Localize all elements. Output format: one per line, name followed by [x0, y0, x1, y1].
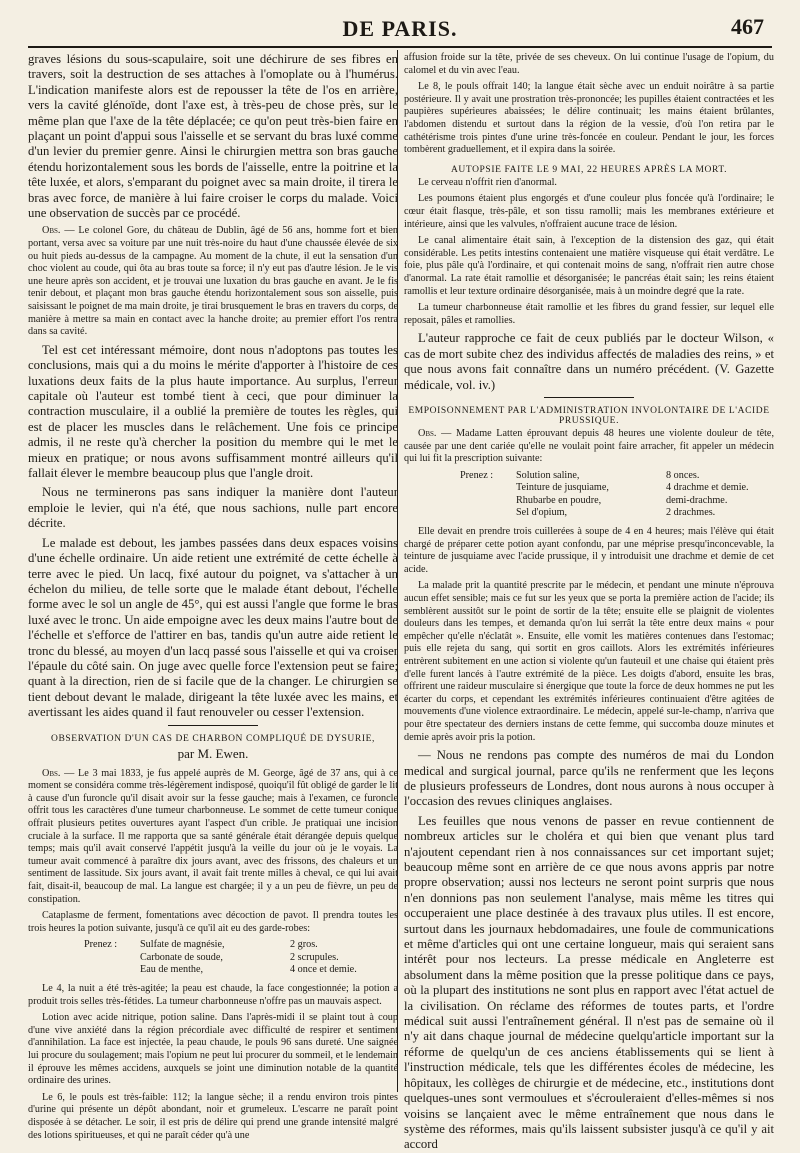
rx-line: [84, 964, 398, 977]
paragraph-day6: Le 6, le pouls est très-faible: 112; la langue sèche; il a rendu environ trois pintes d'urine qui présente un dépôt abondant, noir et grumeleux. L'escarre ne paraît point disposée à se détacher. Le soir, il est pris de délire qui prend une grande intensité malgré des lotions spiritueuses, et qui ne paraît céder qu'à une: [28, 1091, 398, 1141]
rx-drug: Carbonate de soude,: [140, 951, 223, 963]
paragraph-day8: Le 8, le pouls offrait 140; la langue était sèche avec un enduit noirâtre à sa partie postérieure. Il y avait une prostration très-prononcée; les pupilles étaient contractées et les paupières supérieures abaissées; le délire continuait; les mains étaient brûlantes, l'abdomen distendu et surtout dans la région de la vessie, d'où l'on retira par le cathétérisme trois pintes d'une urine très-foncée en couleur. Pendant le jour, les forces tombèrent graduellement, et il expira dans la soirée.: [404, 81, 774, 156]
section-heading-autopsy: AUTOPSIE FAITE LE 9 MAI, 22 HEURES APRÈS LA MORT.: [450, 164, 728, 175]
obs-label: Obs.: [418, 427, 437, 439]
left-column: [28, 52, 398, 1141]
observation-gore: [28, 225, 398, 338]
rx-line: [84, 939, 398, 952]
paragraph-lever: Nous ne terminerons pas sans indiquer la manière dont l'auteur emploie le levier, qui n'a été, que nous sachions, nulle part encore décrite.: [28, 485, 398, 531]
rx-qty: demi-drachme.: [666, 494, 728, 506]
rx-drug: Rhubarbe en poudre,: [516, 494, 602, 506]
paragraph-latten-symptoms: La malade prit la quantité prescrite par le médecin, et pendant une minute n'éprouva aucun effet sensible; mais ce fut sur les yeux que se porta la première action de l'acide; ils semblèrent aussitôt sur le point de sortir de la tête; ensuite elle se plaignit de violentes douleurs dans les tempes, et demanda qu'on lui serrât la tête entre deux mains « pour empêcher qu'elle n'éclatât ». Ensuite, elle vomit les matières contenues dans l'estomac; puis elle rejeta du sang, qui sortit en gros caillots. Alors les extrémités inférieures entrèrent subitement en une action si violente qu'un fauteuil et une chaise qui étaient près d'elle furent lancés à l'autre extrémité de la pièce. Les doigts d'abord, ensuite les bras, offrirent une raideur musculaire si énergique que toute la force de deux hommes ne put les écarter du corps, et cependant les extrémités inférieures continuaient d'être agitées de mouvements d'une violence extraordinaire. Le médecin, appelé sur-le-champ, n'arriva que pour être spectateur des derniers instans de cette femme, qui succomba douze minutes et demie après avoir pris la potion.: [404, 580, 774, 743]
page-header: [0, 0, 800, 50]
header-rule: [28, 46, 772, 48]
observation-george: [28, 768, 398, 907]
section-rule: [544, 397, 634, 398]
prescription-left: [84, 939, 398, 977]
rx-qty: 2 gros.: [290, 939, 318, 951]
obs-text: — Le 3 mai 1833, je fus appelé auprès de M. George, âgé de 37 ans, qui à ce moment se considéra comme très-légèrement indisposé, quoiqu'il fût obligé de garder le lit à cause d'un furoncle qu'il disait avoir sur la fesse gauche; mais à l'examen, ce furoncle offrit tous les caractères d'une tumeur charbonneuse. Le sommet de cette tumeur conique offrait plusieurs petites ouvertures ayant l'aspect d'un crible. Je pratiquai une incision cruciale à la surface. Il me rapporta que sa santé générale était dérangée depuis quelque temps; mais qu'il avait conservé l'appétit jusqu'à la veille du jour où je le voyais. La tumeur avait commencé à paraître dix jours avant, avec des frissons, des chaleurs et un sentiment de lassitude. Six jours avant, il avait fait trente milles à cheval, ce qui lui avait fait, disait-il, beaucoup de mal. La langue est chargée; il y a un peu de fièvre, un peu de constipation.: [28, 767, 398, 905]
right-column: [404, 52, 774, 1152]
paragraph-latten-dose: Elle devait en prendre trois cuillerées à soupe de 4 en 4 heures; mais l'élève qui était chargé de préparer cette potion ayant confondu, par une méprise presqu'inconcevable, la teinture de jusquiame avec l'acide prussique, il y introduisit une drachme et demie de cet acide.: [404, 526, 774, 575]
rx-drug: Sulfate de magnésie,: [140, 939, 225, 951]
rx-qty: 4 once et demie.: [290, 964, 357, 976]
rx-line: [460, 507, 774, 520]
rx-line: [460, 482, 774, 495]
autopsy-tumor: La tumeur charbonneuse était ramollie et les fibres du grand fessier, sur lequel elle reposait, pâles et ramollies.: [404, 302, 774, 326]
rx-qty: 4 drachme et demie.: [666, 482, 749, 494]
rx-head: Prenez :: [84, 939, 118, 951]
paragraph-english-press: Les feuilles que nous venons de passer en revue contiennent de nombreux articles sur le choléra et qui bien que venant plus tard n'ajoutent cependant rien à nos connaissances sur cet important sujet; beaucoup même sont en arrière de ce que nous avons appris par notre propre observation; aussi nos lecteurs ne seront point surpris que nous n'en donnions pas non seulement l'analyse, mais même les titres qui occuperaient une place destinée à des travaux plus utiles. Il est encore, surtout dans les journaux hebdomadaires, une foule de communications et même d'articles qui ont une certaine longueur, mais qui seraient sans intérêt pour nos lecteurs. La presse médicale en Angleterre est absolument dans la même position que la presse politique dans ce pays, où la plupart des institutions ne sont plus en rapport avec l'état actuel de la civilisation. On réclame des réformes de toutes parts, et l'ordre médical suit aussi l'entraînement général. Il n'est pas de semaine où il n'y ait dans chaque journal de médecine quelqu'article important sur la réforme de quelqu'un de ces anciens établissements qui se lient à l'instruction médicale, tels que les différentes écoles de médecine, les hôpitaux, les collèges de chirurgie et de médecine, etc., institutions dont quelques-unes sont vermoulues et s'écrouleraient d'elles-mêmes si nos voisins se lançaient avec le même entraînement que nous dans le système des réformes, mais qu'ils laissent subsister jusqu'à ce qu'il y ait accord: [404, 813, 774, 1152]
obs-label: Obs.: [42, 767, 61, 779]
paragraph-day4: Le 4, la nuit a été très-agitée; la peau est chaude, la face congestionnée; la potion a produit trois selles très-fétides. La tumeur charbonneuse n'offre pas un mauvais aspect.: [28, 983, 398, 1007]
observation-latten: [404, 428, 774, 466]
obs-text: — Madame Latten éprouvant depuis 48 heures une violente douleur de tête, causée par une dent cariée qu'elle ne voulait point faire arracher, fit appeler un médecin qui lui fit la prescription suivante:: [404, 427, 774, 465]
rx-drug: Eau de menthe,: [140, 964, 204, 976]
obs-label: Obs.: [42, 225, 61, 237]
rx-line: [84, 952, 398, 965]
section-heading-charbon: OBSERVATION D'UN CAS DE CHARBON COMPLIQUÉ DE DYSURIE,: [51, 733, 375, 744]
obs-text: — Le colonel Gore, du château de Dublin, âgé de 56 ans, homme fort et bien portant, versa avec sa voiture par une nuit très-noire du haut d'une chaussée élevée de six ou huit pieds au-dessus de la campagne. Au moment de la chute, il eut la sensation d'un choc violent au coude, qui ôta au bras toute sa force; il n'y eut pas d'autre lésion. Je le vis une heure après son accident, et je trouvai une luxation du bras gauche en avant. Je le fis tenir debout, et plaçant mon bras gauche étendu horizontalement sous son aisselle, puis saisissant le poignet de ma main droite, je tirai brusquement le bras en travers du corps, de manière à mettre sa main en contact avec la hanche droite; au premier effort l'os rentra dans sa cavité.: [28, 225, 398, 338]
paragraph-ladder: Le malade est debout, les jambes passées dans deux espaces voisins d'une échelle ordinaire. Un aide retient une extrémité de cette échelle à terre avec le pied. Un lacq, fixé autour du poignet, va s'attacher à un échelon du milieu, de telle sorte que le malade étant debout, l'échelle forme avec le sol un angle de 45°, qui est aussi l'angle que forme le bras luxé avec le tronc. Un aide empoigne avec les deux mains l'autre bout de l'échelle et s'efforce de l'attirer en bas, tandis qu'un autre aide retient le tronc du blessé, au moyen d'un lacq passé sous l'aisselle et qui va croiser l'épaule du côté sain. On juge avec quelle force l'extension peut se faire; quant à la direction, rien de si facile que de la changer. Le chirurgien se tient debout devant le malade, dirigeant la tête luxée avec les mains, et avertissant les aides quand il faut renouveler ou cesser l'extension.: [28, 535, 398, 720]
paragraph-intro: graves lésions du sous-scapulaire, soit une déchirure de ses fibres en travers, soit la destruction de ses attaches à l'omoplate ou à l'humérus. L'indication manifeste alors est de repousser la tête de l'os en arrière, vers la cavité glénoïde, dont l'axe est, à très-peu de chose près, sur le même plan que l'axe de la tête déplacée; ce qu'on peut très-bien faire en plaçant un point d'appui sous l'aisselle et se servant du bras luxé comme d'un levier du premier genre. Ainsi le chirurgien mettra son bras gauche étendu horizontalement sous les bords de l'aisselle, entre la poitrine et la tête luxée, et alors, s'emparant du poignet avec sa main droite, il tirera le bras avec force, de manière à lui faire croiser le corps du malade. Voici une observation de succès par ce procédé.: [28, 52, 398, 221]
rx-drug: Sel d'opium,: [516, 507, 568, 519]
rx-drug: Teinture de jusquiame,: [516, 482, 609, 494]
section-heading-prussic: EMPOISONNEMENT PAR L'ADMINISTRATION INVOLONTAIRE DE L'ACIDE PRUSSIQUE.: [408, 405, 770, 426]
paragraph-poultice: Cataplasme de ferment, fomentations avec décoction de pavot. Il prendra toutes les trois heures la potion suivante, jusqu'à ce qu'il ait eu des garde-robes:: [28, 910, 398, 934]
autopsy-lungs: Les poumons étaient plus engorgés et d'une couleur plus foncée qu'à l'ordinaire; le cœur était flasque, très-pâle, et son tissu ramolli; mais les membranes extérieure et intérieure, ainsi que les valvules, n'offraient aucune trace de lésion.: [404, 193, 774, 230]
rx-line: [460, 495, 774, 508]
rx-head: Prenez :: [460, 469, 494, 481]
paragraph-wilson: L'auteur rapproche ce fait de ceux publiés par le docteur Wilson, « cas de mort subite chez des individus affectés de maladies des reins, » et que nous avons fait connaître dans un numéro précédent. (V. Gazette médicale, vol. iv.): [404, 331, 774, 392]
page-number: 467: [731, 14, 764, 39]
paragraph-lotion: Lotion avec acide nitrique, potion saline. Dans l'après-midi il se plaint tout à coup d'une vive anxiété dans la région précordiale avec difficulté de respirer et sentiment d'annihilation. La face est injectée, la peau chaude, le pouls 96 sans dureté. Une saignée lui procure du soulagement; mais l'opium ne peut lui procurer du sommeil, et le lendemain il éprouve les mêmes accidens, auxquels se joint une diminution notable de la quantité ordinaire des urines.: [28, 1012, 398, 1087]
paragraph-continuation: affusion froide sur la tête, privée de ses cheveux. On lui continue l'usage de l'opium, du calomel et du vin avec l'eau.: [404, 52, 774, 76]
prescription-right: [460, 470, 774, 520]
rx-line: [460, 470, 774, 483]
running-title: DE PARIS.: [342, 16, 458, 41]
rx-qty: 2 scrupules.: [290, 951, 339, 963]
rx-qty: 2 drachmes.: [666, 507, 716, 519]
paragraph-commentary: Tel est cet intéressant mémoire, dont nous n'adoptons pas toutes les conclusions, mais qui a du moins le mérite d'apporter à l'histoire de ces luxations deux faits de la plus haute importance. Au surplus, l'erreur capitale où l'auteur est tombé tient à ceci, que pour diminuer la contraction musculaire, il a oublié la première de toutes les règles, qui est de placer les muscles dans le relâchement. Une fois ce principe admis, il ne reste qu'à chercher la position du membre qui le met le mieux en pratique; or nous avons suffisamment montré ailleurs qu'il fallait élever le membre beaucoup plus que l'angle droit.: [28, 342, 398, 481]
rx-qty: 8 onces.: [666, 469, 700, 481]
byline: par M. Ewen.: [177, 745, 249, 761]
paragraph-london-journal: — Nous ne rendons pas compte des numéros de mai du London medical and surgical journal, parce qu'ils ne renferment que les leçons de plusieurs professeurs de Londres, dont nous aurons à nous occuper à l'occasion des revues cliniques anglaises.: [404, 748, 774, 809]
section-rule: [168, 725, 258, 726]
rx-drug: Solution saline,: [516, 469, 580, 481]
autopsy-brain: Le cerveau n'offrit rien d'anormal.: [418, 176, 557, 188]
autopsy-digestive: Le canal alimentaire était sain, à l'exception de la distension des gaz, qui était considérable. Les petits intestins contenaient une matière visqueuse qui était verdâtre. Le foie, plus pâle qu'à l'ordinaire, et qui contenait moins de sang, n'offrait rien autre chose d'anormal. La rate était ramollie et désorganisée; le pancréas était sain; les reins étaient ramollis et leur texture ordinaire désorganisée, mais à un moindre degré que la rate.: [404, 235, 774, 297]
